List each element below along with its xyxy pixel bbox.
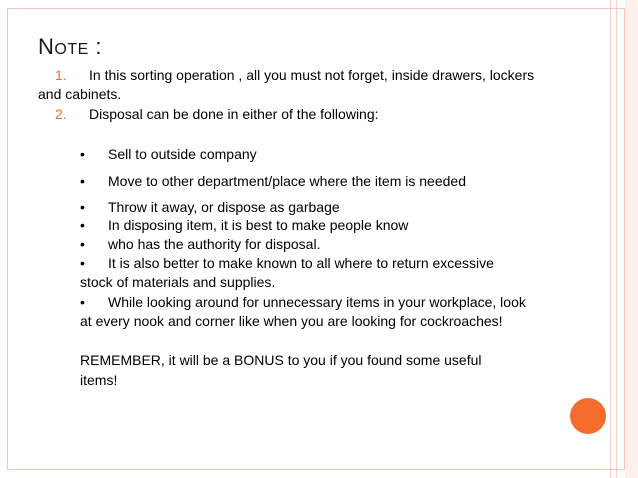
remember-line-1: REMEMBER, it will be a BONUS to you if you found some useful <box>80 352 482 368</box>
bullet-item <box>80 146 257 163</box>
bullet-glyph: • <box>80 255 85 271</box>
title-rest: OTE <box>54 41 89 58</box>
numbered-item-1 <box>55 67 534 84</box>
bullet-text: Sell to outside company <box>108 146 257 162</box>
decorative-band <box>625 0 638 478</box>
bullet-text: Move to other department/place where the item is needed <box>108 173 466 189</box>
bullet-item <box>80 255 494 272</box>
bullet-glyph: • <box>80 236 85 252</box>
slide-title <box>38 34 102 60</box>
bullet-text: In disposing item, it is best to make people know <box>108 217 409 233</box>
bullet-item <box>80 217 408 234</box>
numbered-item-2 <box>55 106 379 123</box>
bullet-item <box>80 199 340 216</box>
bullet-glyph: • <box>80 199 85 215</box>
bullet-glyph: • <box>80 173 85 189</box>
bullet-item <box>80 173 466 190</box>
bullet-glyph: • <box>80 217 85 233</box>
item-text: In this sorting operation , all you must not forget, inside drawers, lockers <box>89 67 535 83</box>
remember-line-2: items! <box>80 372 118 388</box>
bullet-item <box>80 236 320 253</box>
bullet-glyph: • <box>80 146 85 162</box>
item-text: Disposal can be done in either of the following: <box>89 106 379 122</box>
bullet-text: who has the authority for disposal. <box>108 236 321 252</box>
item-number: 2. <box>55 106 67 122</box>
title-suffix: : <box>88 34 103 59</box>
bullet-continuation: stock of materials and supplies. <box>80 274 276 290</box>
bullet-glyph: • <box>80 294 85 310</box>
title-initial: N <box>38 34 55 59</box>
bullet-continuation: at every nook and corner like when you are looking for cockroaches! <box>80 313 503 329</box>
item-number: 1. <box>55 67 67 83</box>
numbered-item-1-continuation: and cabinets. <box>38 86 122 102</box>
bullet-item <box>80 294 526 311</box>
decorative-circle <box>570 398 606 434</box>
bullet-text: While looking around for unnecessary items in your workplace, look <box>108 294 526 310</box>
bullet-text: It is also better to make known to all where to return excessive <box>108 255 494 271</box>
bullet-text: Throw it away, or dispose as garbage <box>108 199 340 215</box>
